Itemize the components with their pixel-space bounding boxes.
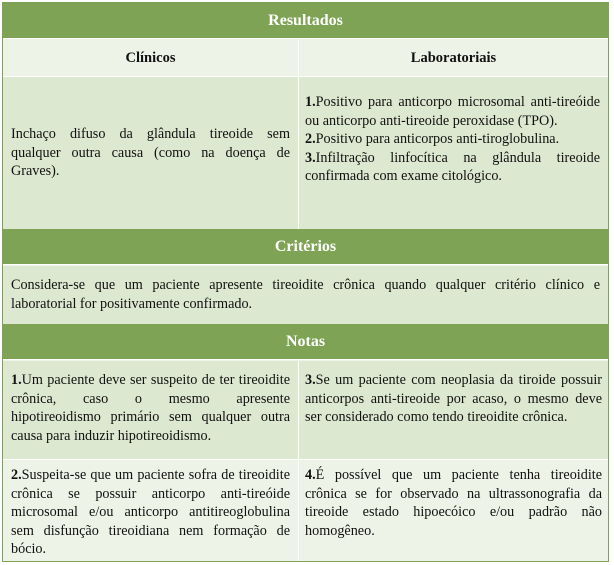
clinical-column-label: Clínicos <box>125 49 176 66</box>
note-cell: 2.Suspeita-se que um paciente sofra de tireoidite crônica se possuir anticorpo anti-tireóide microsomal e/ou anticorpo antitireoglobulina sem disfunção tireoidiana nem formação de bócio. <box>3 460 298 561</box>
criteria-text: Considera-se que um paciente apresente tireoidite crônica quando qualquer critério clínico e laboratorial for positivamente confirmado. <box>11 277 600 312</box>
lab-column-label: Laboratoriais <box>410 49 497 66</box>
clinical-column-header <box>3 40 298 76</box>
criteria-header <box>3 229 608 265</box>
results-title: Resultados <box>268 12 343 29</box>
criteria-table <box>2 2 609 562</box>
criteria-text-cell <box>3 266 608 324</box>
clinical-text: Inchaço difuso da glândula tireoide sem qualquer outra causa (como na doença de Graves). <box>11 126 290 180</box>
notes-header <box>3 324 608 360</box>
lab-item: 1.Positivo para anticorpo microsomal anti-tireóide ou anticorpo anti-tireoide peroxidase (TPO). <box>305 94 600 129</box>
notes-title: Notas <box>285 333 326 350</box>
criteria-title: Critérios <box>274 238 337 255</box>
lab-item: 3.Infiltração linfocítica na glândula tireoide confirmada com exame citológico. <box>305 149 600 185</box>
note-cell: 3.Se um paciente com neoplasia da tiroide possuir anticorpos anti-tireoide por acaso, o mesmo deve ser considerado como tendo tireoidite crônica. <box>299 361 608 459</box>
lab-item: 2.Positivo para anticorpos anti-tiroglobulina. <box>305 131 560 148</box>
lab-column-header <box>299 40 608 76</box>
lab-criteria-cell <box>299 77 608 229</box>
note-cell: 1.Um paciente deve ser suspeito de ter tireoidite crônica, caso o mesmo apresente hipotireoidismo primário sem qualquer outra causa para induzir hipotireoidismo. <box>3 361 298 459</box>
results-header <box>3 3 608 39</box>
note-cell: 4.É possível que um paciente tenha tireoidite crônica se for observado na ultrassonografia da tireoide estado hipoecóico e/ou padrão não homogêneo. <box>299 460 608 561</box>
clinical-criteria-cell <box>3 77 298 229</box>
